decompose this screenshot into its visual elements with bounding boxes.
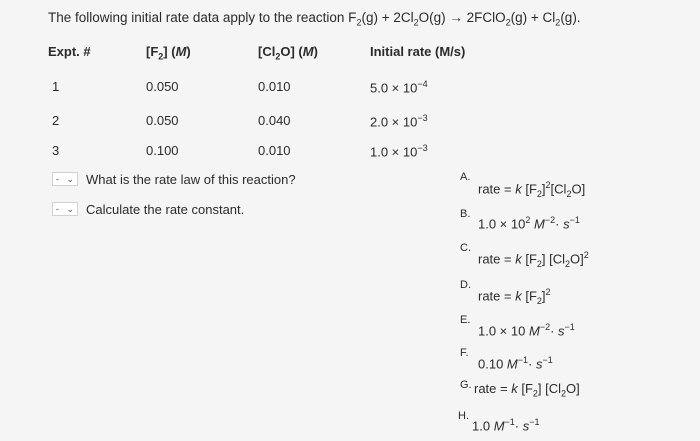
chevron-down-icon: ⌄ <box>66 174 74 184</box>
row2-cl2o: 0.040 <box>258 113 291 128</box>
row2-f2: 0.050 <box>146 113 179 128</box>
row2-expt: 2 <box>52 113 60 128</box>
option-f-letter: F. <box>460 347 469 359</box>
option-c-letter: C. <box>460 242 471 254</box>
header-cl2o: $[Cl_2O]$ (M) <box>258 44 318 62</box>
question-2-text: Calculate the rate constant. <box>86 202 245 217</box>
option-f-text: 0.10 $M^{-1}\cdot s^{-1}$ <box>478 355 553 372</box>
problem-statement: The following initial rate data apply to the reaction $F_2(g) + 2Cl_2O(g)$ → 2FClO$_2$(g) + $Cl_2(g)$. <box>48 10 581 28</box>
option-d-text: rate = k $[F_2]^2$ <box>478 287 551 306</box>
option-a-letter: A. <box>460 171 471 183</box>
row1-expt: 1 <box>52 79 60 94</box>
row3-f2: 0.100 <box>146 143 179 158</box>
question-1-text: What is the rate law of this reaction? <box>86 172 296 187</box>
option-h-letter: H. <box>458 410 469 422</box>
dash-icon: - <box>56 174 59 184</box>
chevron-down-icon: ⌄ <box>66 204 74 214</box>
answer-select-2[interactable] <box>52 202 78 216</box>
header-f2: $[F_2]$ (M) <box>146 44 191 62</box>
option-g-text: rate = k $[F_2]$ $[Cl_2O]$ <box>474 381 580 399</box>
row3-rate: $1.0 \times 10^{-3}$ <box>370 143 428 160</box>
header-rate: Initial rate (M/s) <box>370 44 466 59</box>
dash-icon: - <box>56 204 59 214</box>
option-h-text: 1.0 $M^{-1}\cdot s^{-1}$ <box>472 417 540 434</box>
option-g-letter: G. <box>460 379 472 391</box>
answer-select-1[interactable] <box>52 172 78 186</box>
row1-f2: 0.050 <box>146 79 179 94</box>
option-d-letter: D. <box>460 279 471 291</box>
row2-rate: $2.0 \times 10^{-3}$ <box>370 113 428 130</box>
row1-cl2o: 0.010 <box>258 79 291 94</box>
row3-expt: 3 <box>52 143 60 158</box>
option-e-text: 1.0 × 10 $M^{-2}\cdot s^{-1}$ <box>478 322 575 339</box>
row3-cl2o: 0.010 <box>258 143 291 158</box>
option-b-text: $1.0 \times 10^2$ $M^{-2}\cdot s^{-1}$ <box>478 215 580 232</box>
header-expt: Expt. # <box>48 44 91 59</box>
row1-rate: $5.0 \times 10^{-4}$ <box>370 79 428 96</box>
option-c-text: rate = k $[F_2]$ $[Cl_2O]^2$ <box>478 250 589 269</box>
option-b-letter: B. <box>460 208 471 220</box>
option-e-letter: E. <box>460 314 471 326</box>
option-a-text: rate = k $[F_2]^2[Cl_2O]$ <box>478 180 586 199</box>
